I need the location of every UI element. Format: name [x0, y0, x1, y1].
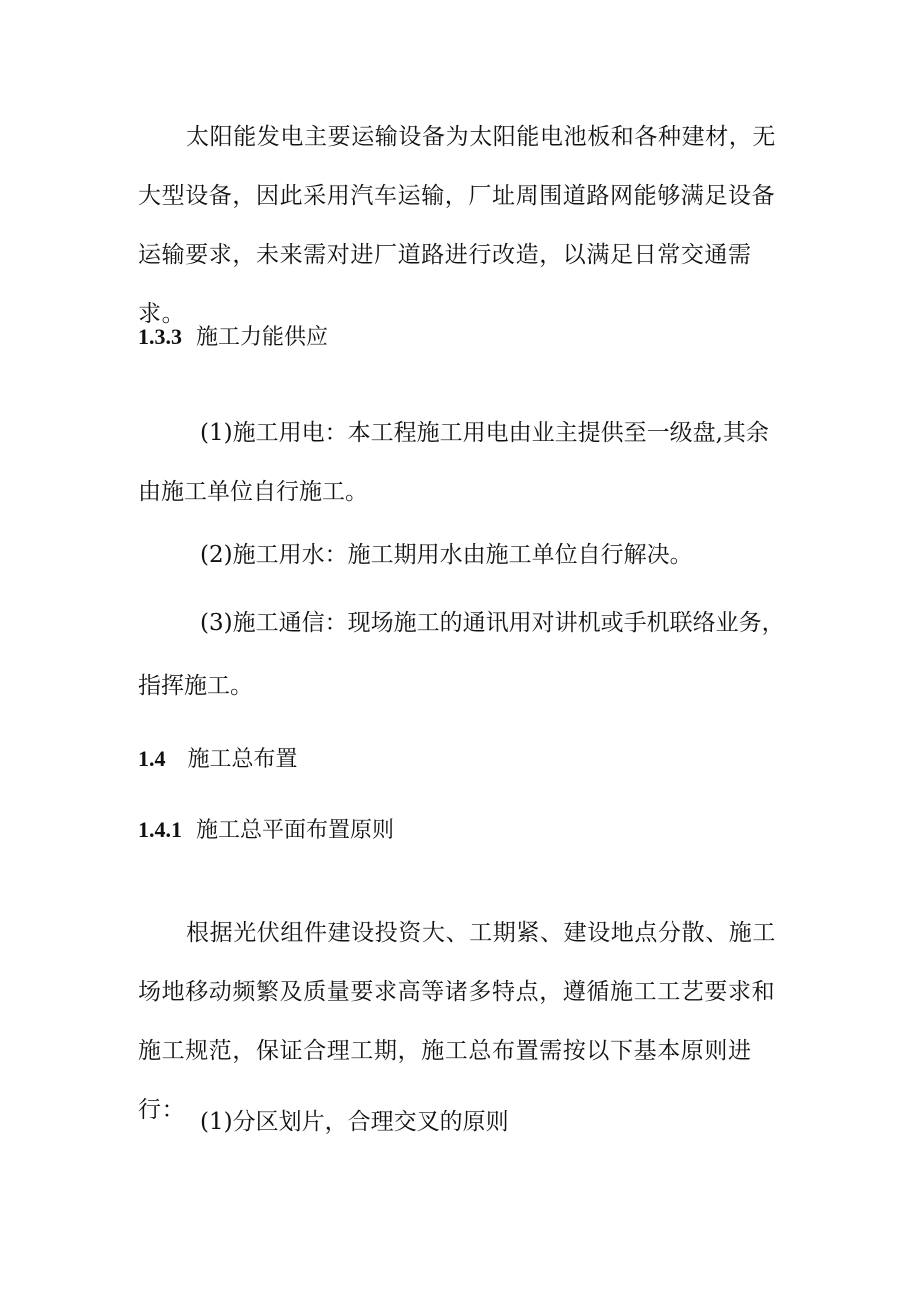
paragraph-water: (2)施工用水：施工期用水由施工单位自行解决。	[200, 542, 693, 568]
heading-title: 施工力能供应	[196, 325, 329, 350]
heading-1-4	[138, 744, 298, 775]
paragraph-comm-line2: 指挥施工。	[138, 673, 253, 699]
heading-title: 施工总平面布置原则	[196, 818, 395, 843]
heading-number: 1.4	[138, 746, 166, 771]
heading-number: 1.4.1	[138, 817, 182, 842]
paragraph-comm-line1: (3)施工通信：现场施工的通讯用对讲机或手机联络业务，	[200, 610, 785, 636]
paragraph-power-line1: (1)施工用电：本工程施工用电由业主提供至一级盘,其余	[200, 420, 769, 446]
heading-1-3-3	[138, 322, 328, 353]
paragraph-principle: 根据光伏组件建设投资大、工期紧、建设地点分散、施工场地移动频繁及质量要求高等诸多特点，遵循施工工艺要求和施工规范，保证合理工期，施工总布置需按以下基本原则进行：	[138, 920, 776, 1123]
heading-title: 施工总布置	[187, 747, 298, 772]
paragraph-transport: 太阳能发电主要运输设备为太阳能电池板和各种建材，无大型设备，因此采用汽车运输，厂址周围道路网能够满足设备运输要求，未来需对进厂道路进行改造，以满足日常交通需求。	[138, 124, 776, 327]
list-item-1: (1)分区划片，合理交叉的原则	[200, 1109, 509, 1135]
heading-number: 1.3.3	[138, 324, 182, 349]
heading-1-4-1	[138, 815, 394, 846]
paragraph-power-line2: 由施工单位自行施工。	[138, 479, 368, 505]
